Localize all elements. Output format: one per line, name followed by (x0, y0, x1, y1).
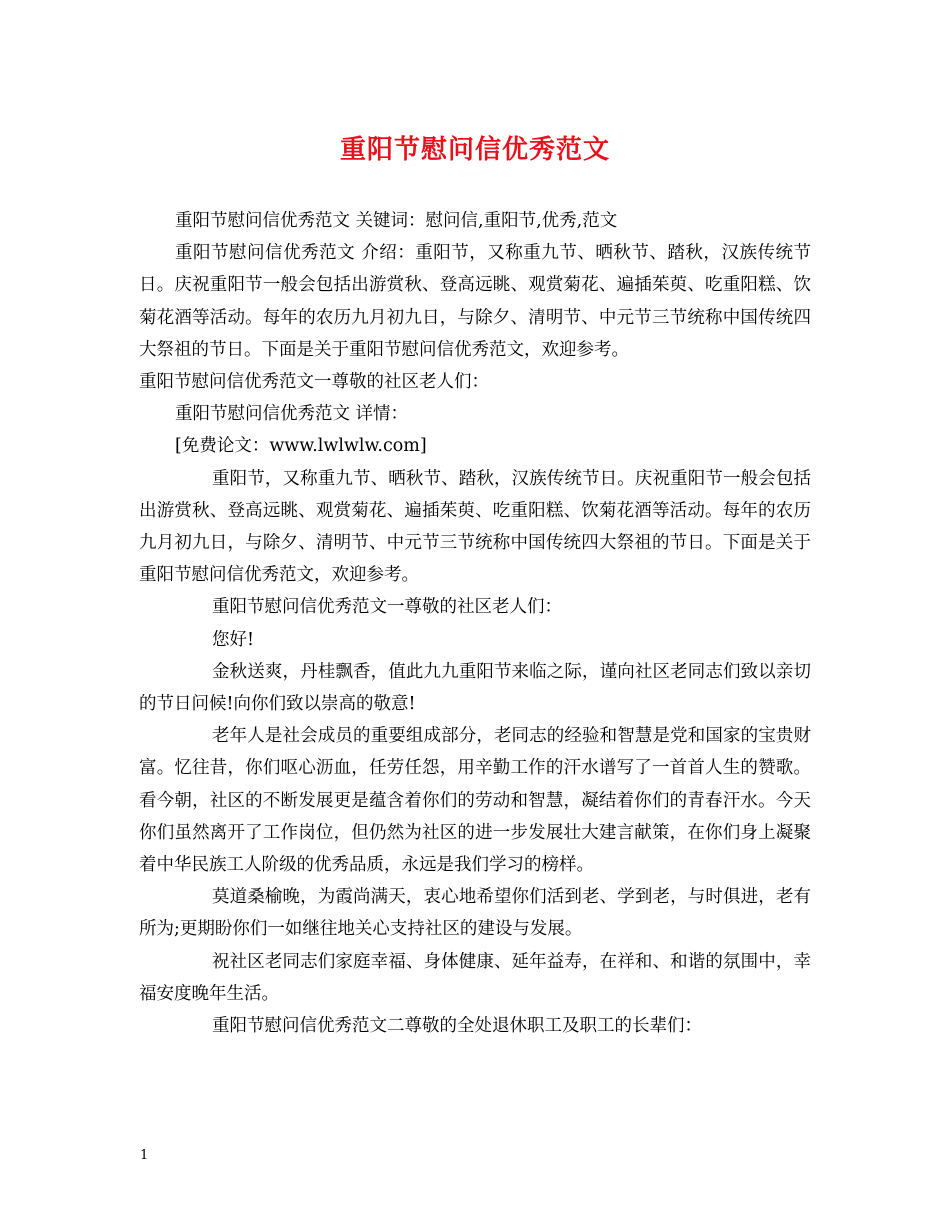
body-paragraph: 重阳节慰问信优秀范文一尊敬的社区老人们： (212, 597, 562, 618)
keywords-line: 重阳节慰问信优秀范文 关键词：慰问信,重阳节,优秀,范文 (175, 211, 618, 231)
source-link-text: [免费论文：www.lwlwlw.com] (175, 436, 427, 457)
body-paragraph: 重阳节，又称重九节、晒秋节、踏秋，汉族传统节日。庆祝重阳节一般会包括出游赏秋、登高远眺、观赏菊花、遍插茱萸、吃重阳糕、饮菊花酒等活动。每年的农历九月初九日，与除夕、清明节、中元节三节统称中国传统四大祭祖的节日。下面是关于重阳节慰问信优秀范文，欢迎参考。 (139, 468, 811, 586)
details-line: 重阳节慰问信优秀范文 详情： (175, 404, 409, 425)
body-paragraph: 重阳节慰问信优秀范文二尊敬的全处退休职工及职工的长辈们： (212, 1016, 702, 1037)
intro-paragraph: 重阳节慰问信优秀范文 介绍：重阳节，又称重九节、晒秋节、踏秋，汉族传统节日。庆祝重阳节一般会包括出游赏秋、登高远眺、观赏菊花、遍插茱萸、吃重阳糕、饮菊花酒等活动。每年的农历九月初九日，与除夕、清明节、中元节三节统称中国传统四大祭祖的节日。下面是关于重阳节慰问信优秀范文，欢迎参考。 (139, 243, 811, 360)
body-paragraph: 金秋送爽，丹桂飘香，值此九九重阳节来临之际，谨向社区老同志们致以亲切的节日问候!向你们致以崇高的敬意! (139, 661, 811, 715)
document-body (139, 205, 811, 1042)
document-title: 重阳节慰问信优秀范文 (339, 135, 610, 165)
body-paragraph: 莫道桑榆晚，为霞尚满天，衷心地希望你们活到老、学到老，与时俱进，老有所为;更期盼你们一如继往地关心支持社区的建设与发展。 (139, 887, 811, 940)
page-number: 1 (140, 1148, 149, 1163)
body-paragraph: 老年人是社会成员的重要组成部分，老同志的经验和智慧是党和国家的宝贵财富。忆往昔，你们呕心沥血，任劳任怨，用辛勤工作的汗水谱写了一首首人生的赞歌。看今朝，社区的不断发展更是蕴含着你们的劳动和智慧，凝结着你们的青春汗水。今天你们虽然离开了工作岗位，但仍然为社区的进一步发展壮大建言献策，在你们身上凝聚着中华民族工人阶级的优秀品质，永远是我们学习的榜样。 (139, 726, 811, 876)
source-line (139, 430, 811, 462)
intro-tail: 重阳节慰问信优秀范文一尊敬的社区老人们： (139, 372, 489, 393)
body-paragraph: 您好! (212, 629, 255, 650)
body-paragraph: 祝社区老同志们家庭幸福、身体健康、延年益寿，在祥和、和谐的氛围中，幸福安度晚年生活。 (139, 951, 811, 1004)
